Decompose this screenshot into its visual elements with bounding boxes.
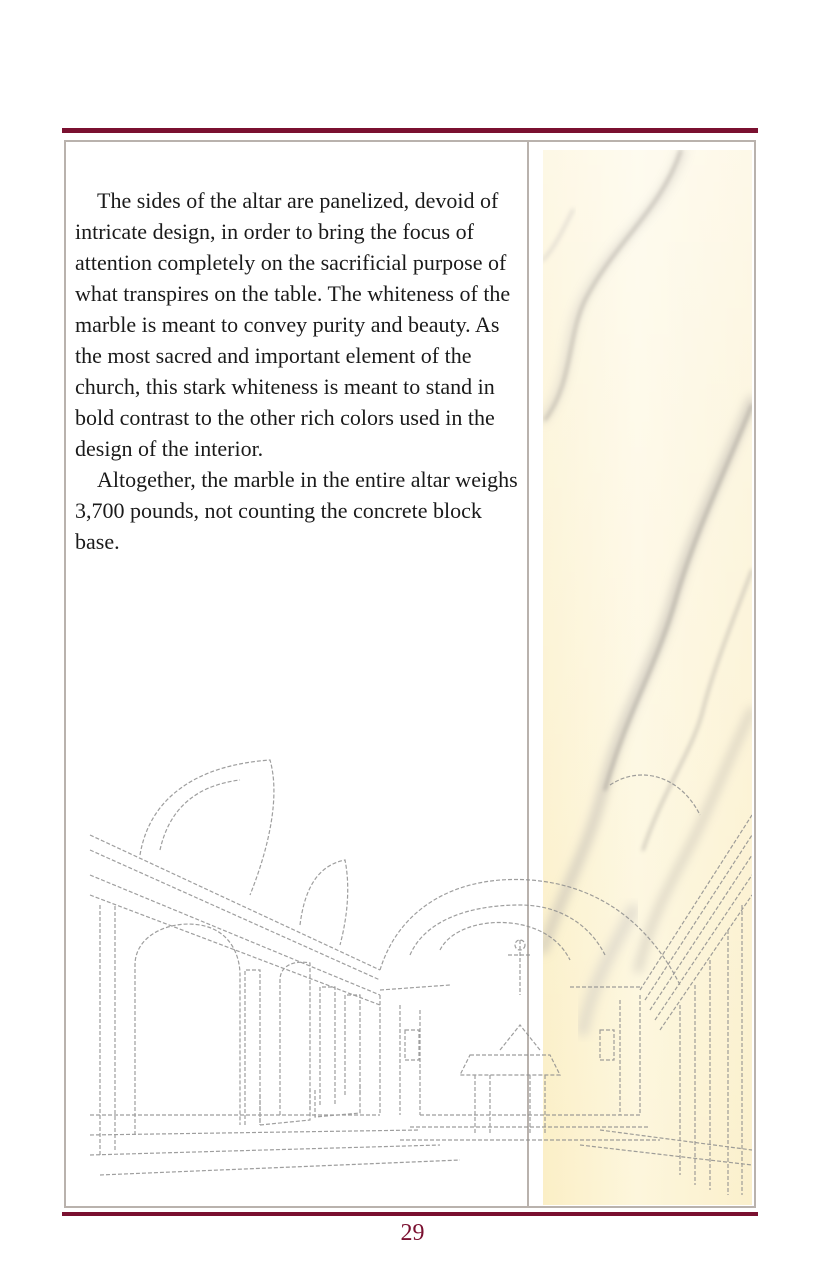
body-text — [75, 185, 523, 557]
page-number: 29 — [400, 1220, 425, 1246]
bottom-rule — [62, 1212, 758, 1216]
church-interior-sketch-image — [80, 755, 752, 1195]
paragraph-marble-weight: Altogether, the marble in the entire altar weighs 3,700 pounds, not counting the concrete block base. — [75, 467, 518, 554]
paragraph-altar-sides: The sides of the altar are panelized, devoid of intricate design, in order to bring the focus of attention completely on the sacrificial purpose of what transpires on the table. The whiteness of the marble is meant to convey purity and beauty. As the most sacred and important element of the church, this stark whiteness is meant to stand in bold contrast to the other rich colors used in the design of the interior. — [75, 188, 511, 461]
top-rule — [62, 128, 758, 133]
